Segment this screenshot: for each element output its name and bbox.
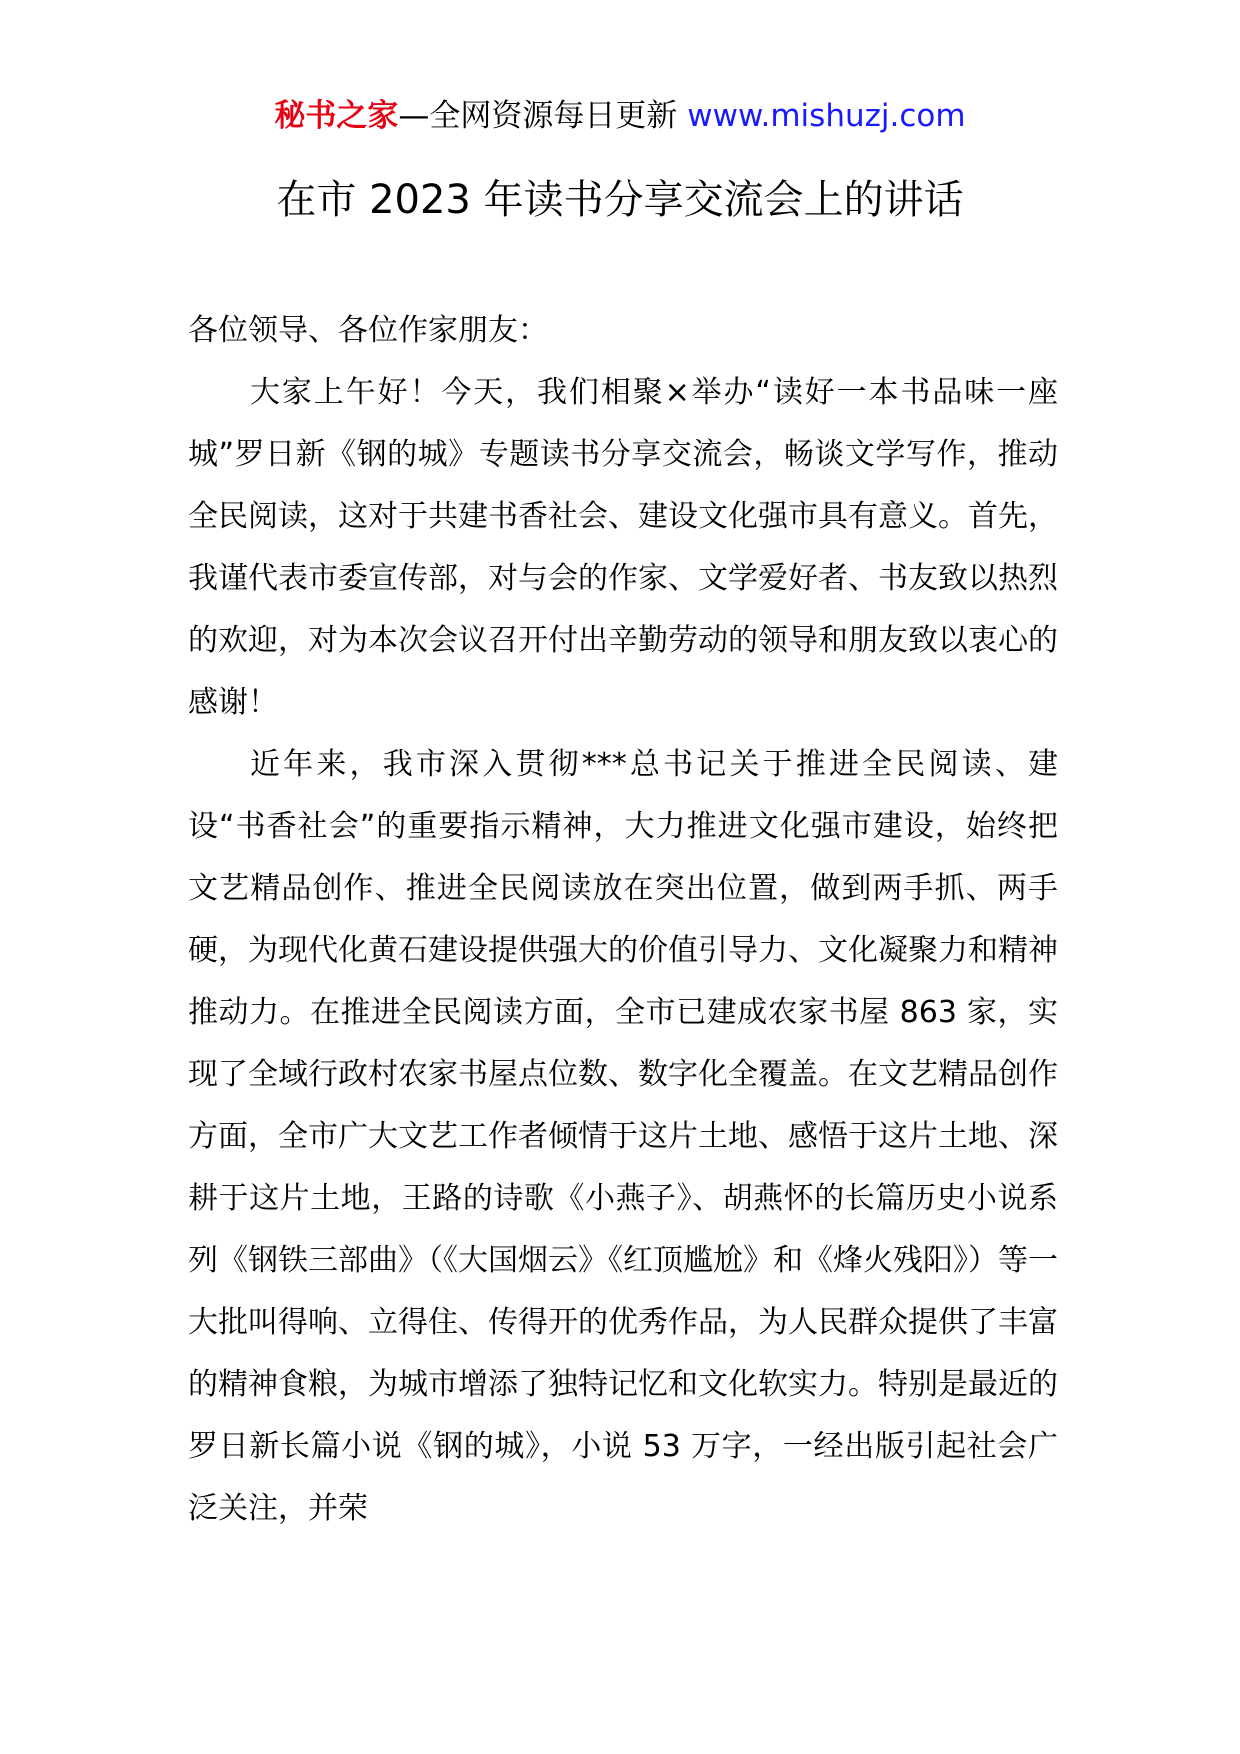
paragraph-1: 大家上午好！今天，我们相聚×举办“读好一本书品味一座城”罗日新《钢的城》专题读书分享交流会，畅谈文学写作，推动全民阅读，这对于共建书香社会、建设文化强市具有意义。首先，我谨代表市委宣传部，对与会的作家、文学爱好者、书友致以热烈的欢迎，对为本次会议召开付出辛勤劳动的领导和朋友致以衷心的感谢！	[188, 375, 1058, 720]
header-tagline: —全网资源每日更新	[398, 98, 688, 134]
paragraph-2: 近年来，我市深入贯彻***总书记关于推进全民阅读、建设“书香社会”的重要指示精神，大力推进文化强市建设，始终把文艺精品创作、推进全民阅读放在突出位置，做到两手抓、两手硬，为现代化黄石建设提供强大的价值引导力、文化凝聚力和精神推动力。在推进全民阅读方面，全市已建成农家书屋 863 家，实现了全域行政村农家书屋点位数、数字化全覆盖。在文艺精品创作方面，全市广大文艺工作者倾情于这片土地、感悟于这片土地、深耕于这片土地，王路的诗歌《小燕子》、胡燕怀的长篇历史小说系列《钢铁三部曲》（《大国烟云》《红顶尴尬》和《烽火残阳》）等一大批叫得响、立得住、传得开的优秀作品，为人民群众提供了丰富的精神食粮，为城市增添了独特记忆和文化软实力。特别是最近的罗日新长篇小说《钢的城》，小说 53 万字，一经出版引起社会广泛关注，并荣	[188, 747, 1058, 1526]
site-url-link[interactable]: www.mishuzj.com	[687, 98, 966, 134]
site-header	[0, 96, 1240, 136]
salutation: 各位领导、各位作家朋友：	[188, 313, 548, 348]
document-body	[188, 300, 1058, 1540]
brand-name: 秘书之家	[274, 98, 399, 134]
document-title: 在市 2023 年读书分享交流会上的讲话	[276, 177, 964, 223]
